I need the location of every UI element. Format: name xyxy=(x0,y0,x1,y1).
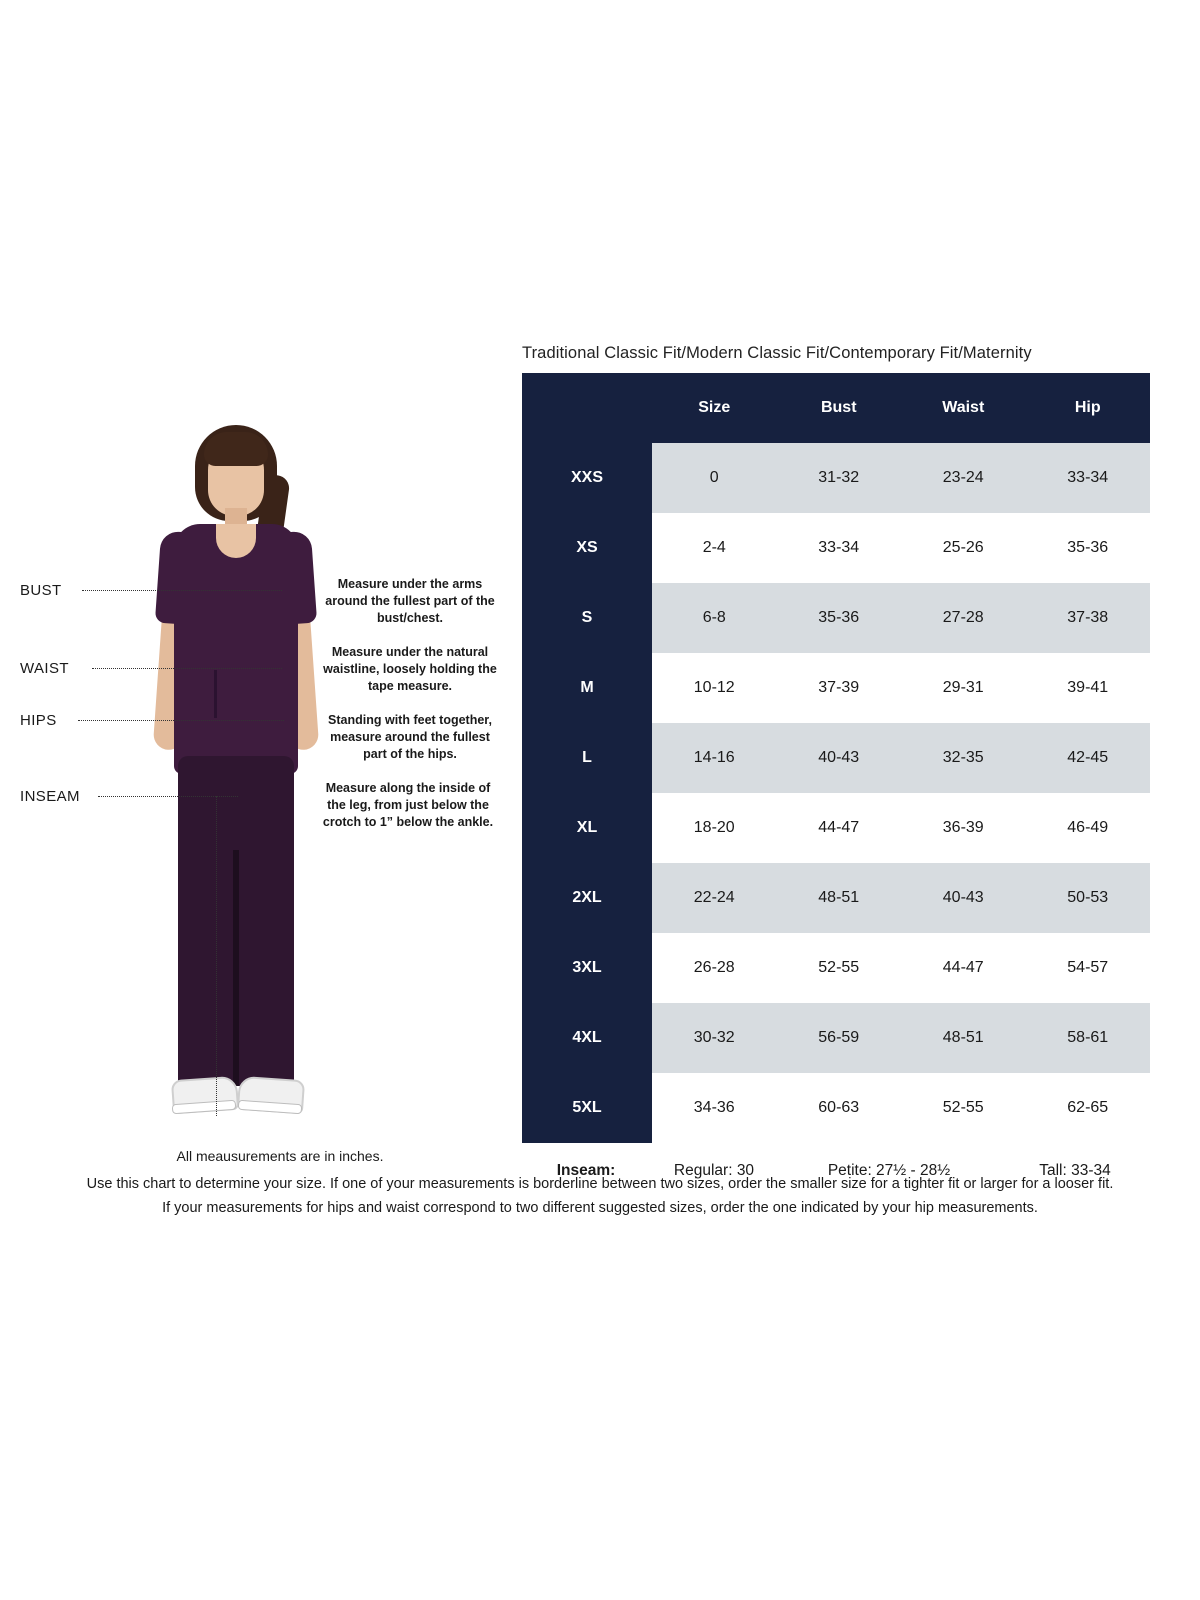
cell-hip: 35-36 xyxy=(1026,513,1151,583)
header-corner xyxy=(522,373,652,443)
instruction-inseam: Measure along the inside of the leg, from just below the crotch to 1” below the ankle. xyxy=(322,781,494,829)
cell-waist: 40-43 xyxy=(901,863,1026,933)
cell-waist: 36-39 xyxy=(901,793,1026,863)
table-row xyxy=(522,933,1150,1003)
cell-hip: 50-53 xyxy=(1026,863,1151,933)
instruction-hips: Standing with feet together, measure around the fullest part of the hips. xyxy=(328,713,492,761)
table-row xyxy=(522,1073,1150,1143)
row-label: XS xyxy=(522,513,652,583)
row-label: 5XL xyxy=(522,1073,652,1143)
inseam-regular: Regular: 30 xyxy=(673,1162,755,1179)
size-chart-title: Traditional Classic Fit/Modern Classic Fit/Contemporary Fit/Maternity xyxy=(522,344,1032,362)
label-bust: BUST xyxy=(20,582,62,599)
model-illustration xyxy=(120,420,350,1160)
footer-note-line-1: Use this chart to determine your size. If one of your measurements is borderline between two sizes, order the smaller size for a tighter fit or larger for a looser fit. xyxy=(86,1176,1114,1192)
cell-waist: 23-24 xyxy=(901,443,1026,513)
inseam-tall: Tall: 33-34 xyxy=(1039,1162,1111,1179)
row-label: 2XL xyxy=(522,863,652,933)
header-waist: Waist xyxy=(901,373,1026,443)
model-sleeve-left xyxy=(155,531,203,626)
size-chart-table xyxy=(522,373,1150,1143)
cell-size: 22-24 xyxy=(652,863,777,933)
cell-size: 10-12 xyxy=(652,653,777,723)
header-hip: Hip xyxy=(1026,373,1151,443)
leader-line-waist xyxy=(92,668,282,669)
cell-hip: 42-45 xyxy=(1026,723,1151,793)
header-bust: Bust xyxy=(777,373,902,443)
footer-note-line-2: If your measurements for hips and waist correspond to two different suggested sizes, order the one indicated by your hip measurements. xyxy=(162,1200,1038,1216)
table-row xyxy=(522,863,1150,933)
cell-size: 34-36 xyxy=(652,1073,777,1143)
footer-notes xyxy=(30,1172,1170,1220)
row-label: XXS xyxy=(522,443,652,513)
table-row xyxy=(522,583,1150,653)
cell-bust: 52-55 xyxy=(777,933,902,1003)
cell-size: 26-28 xyxy=(652,933,777,1003)
model-sleeve-right xyxy=(269,531,317,626)
model-hair-front xyxy=(204,432,268,466)
cell-hip: 54-57 xyxy=(1026,933,1151,1003)
row-label: 3XL xyxy=(522,933,652,1003)
table-row xyxy=(522,1003,1150,1073)
cell-size: 18-20 xyxy=(652,793,777,863)
table-row xyxy=(522,653,1150,723)
measurement-diagram xyxy=(20,420,520,1180)
leader-line-inseam-vertical xyxy=(216,796,218,1116)
row-label: S xyxy=(522,583,652,653)
size-chart-panel xyxy=(522,344,1150,1199)
note-measurement-units: All meausurements are in inches. xyxy=(176,1148,384,1164)
cell-size: 6-8 xyxy=(652,583,777,653)
cell-hip: 62-65 xyxy=(1026,1073,1151,1143)
size-chart-body xyxy=(522,443,1150,1143)
leader-line-bust xyxy=(82,590,282,591)
cell-hip: 37-38 xyxy=(1026,583,1151,653)
cell-waist: 25-26 xyxy=(901,513,1026,583)
cell-bust: 56-59 xyxy=(777,1003,902,1073)
table-row xyxy=(522,793,1150,863)
cell-size: 0 xyxy=(652,443,777,513)
cell-waist: 27-28 xyxy=(901,583,1026,653)
row-label: 4XL xyxy=(522,1003,652,1073)
cell-bust: 40-43 xyxy=(777,723,902,793)
inseam-petite: Petite: 27½ - 28½ xyxy=(827,1162,951,1179)
table-row xyxy=(522,513,1150,583)
header-row xyxy=(522,373,1150,443)
cell-bust: 60-63 xyxy=(777,1073,902,1143)
cell-bust: 37-39 xyxy=(777,653,902,723)
row-label: XL xyxy=(522,793,652,863)
cell-waist: 29-31 xyxy=(901,653,1026,723)
cell-size: 14-16 xyxy=(652,723,777,793)
cell-hip: 46-49 xyxy=(1026,793,1151,863)
row-label: L xyxy=(522,723,652,793)
cell-size: 2-4 xyxy=(652,513,777,583)
cell-bust: 44-47 xyxy=(777,793,902,863)
cell-bust: 35-36 xyxy=(777,583,902,653)
leader-line-hips xyxy=(78,720,284,721)
cell-hip: 58-61 xyxy=(1026,1003,1151,1073)
label-waist: WAIST xyxy=(20,660,69,677)
cell-bust: 33-34 xyxy=(777,513,902,583)
cell-waist: 32-35 xyxy=(901,723,1026,793)
header-size: Size xyxy=(652,373,777,443)
table-row xyxy=(522,723,1150,793)
table-row xyxy=(522,443,1150,513)
cell-waist: 44-47 xyxy=(901,933,1026,1003)
instruction-bust: Measure under the arms around the fullest part of the bust/chest. xyxy=(325,577,495,625)
cell-waist: 52-55 xyxy=(901,1073,1026,1143)
cell-hip: 33-34 xyxy=(1026,443,1151,513)
model-drawstring xyxy=(214,670,217,718)
label-inseam: INSEAM xyxy=(20,788,80,805)
cell-size: 30-32 xyxy=(652,1003,777,1073)
cell-bust: 48-51 xyxy=(777,863,902,933)
label-hips: HIPS xyxy=(20,712,57,729)
cell-waist: 48-51 xyxy=(901,1003,1026,1073)
model-leg-separation xyxy=(233,850,239,1086)
size-chart-header xyxy=(522,373,1150,443)
inseam-label: Inseam: xyxy=(556,1162,616,1179)
instruction-waist: Measure under the natural waistline, loosely holding the tape measure. xyxy=(323,645,497,693)
cell-bust: 31-32 xyxy=(777,443,902,513)
row-label: M xyxy=(522,653,652,723)
cell-hip: 39-41 xyxy=(1026,653,1151,723)
